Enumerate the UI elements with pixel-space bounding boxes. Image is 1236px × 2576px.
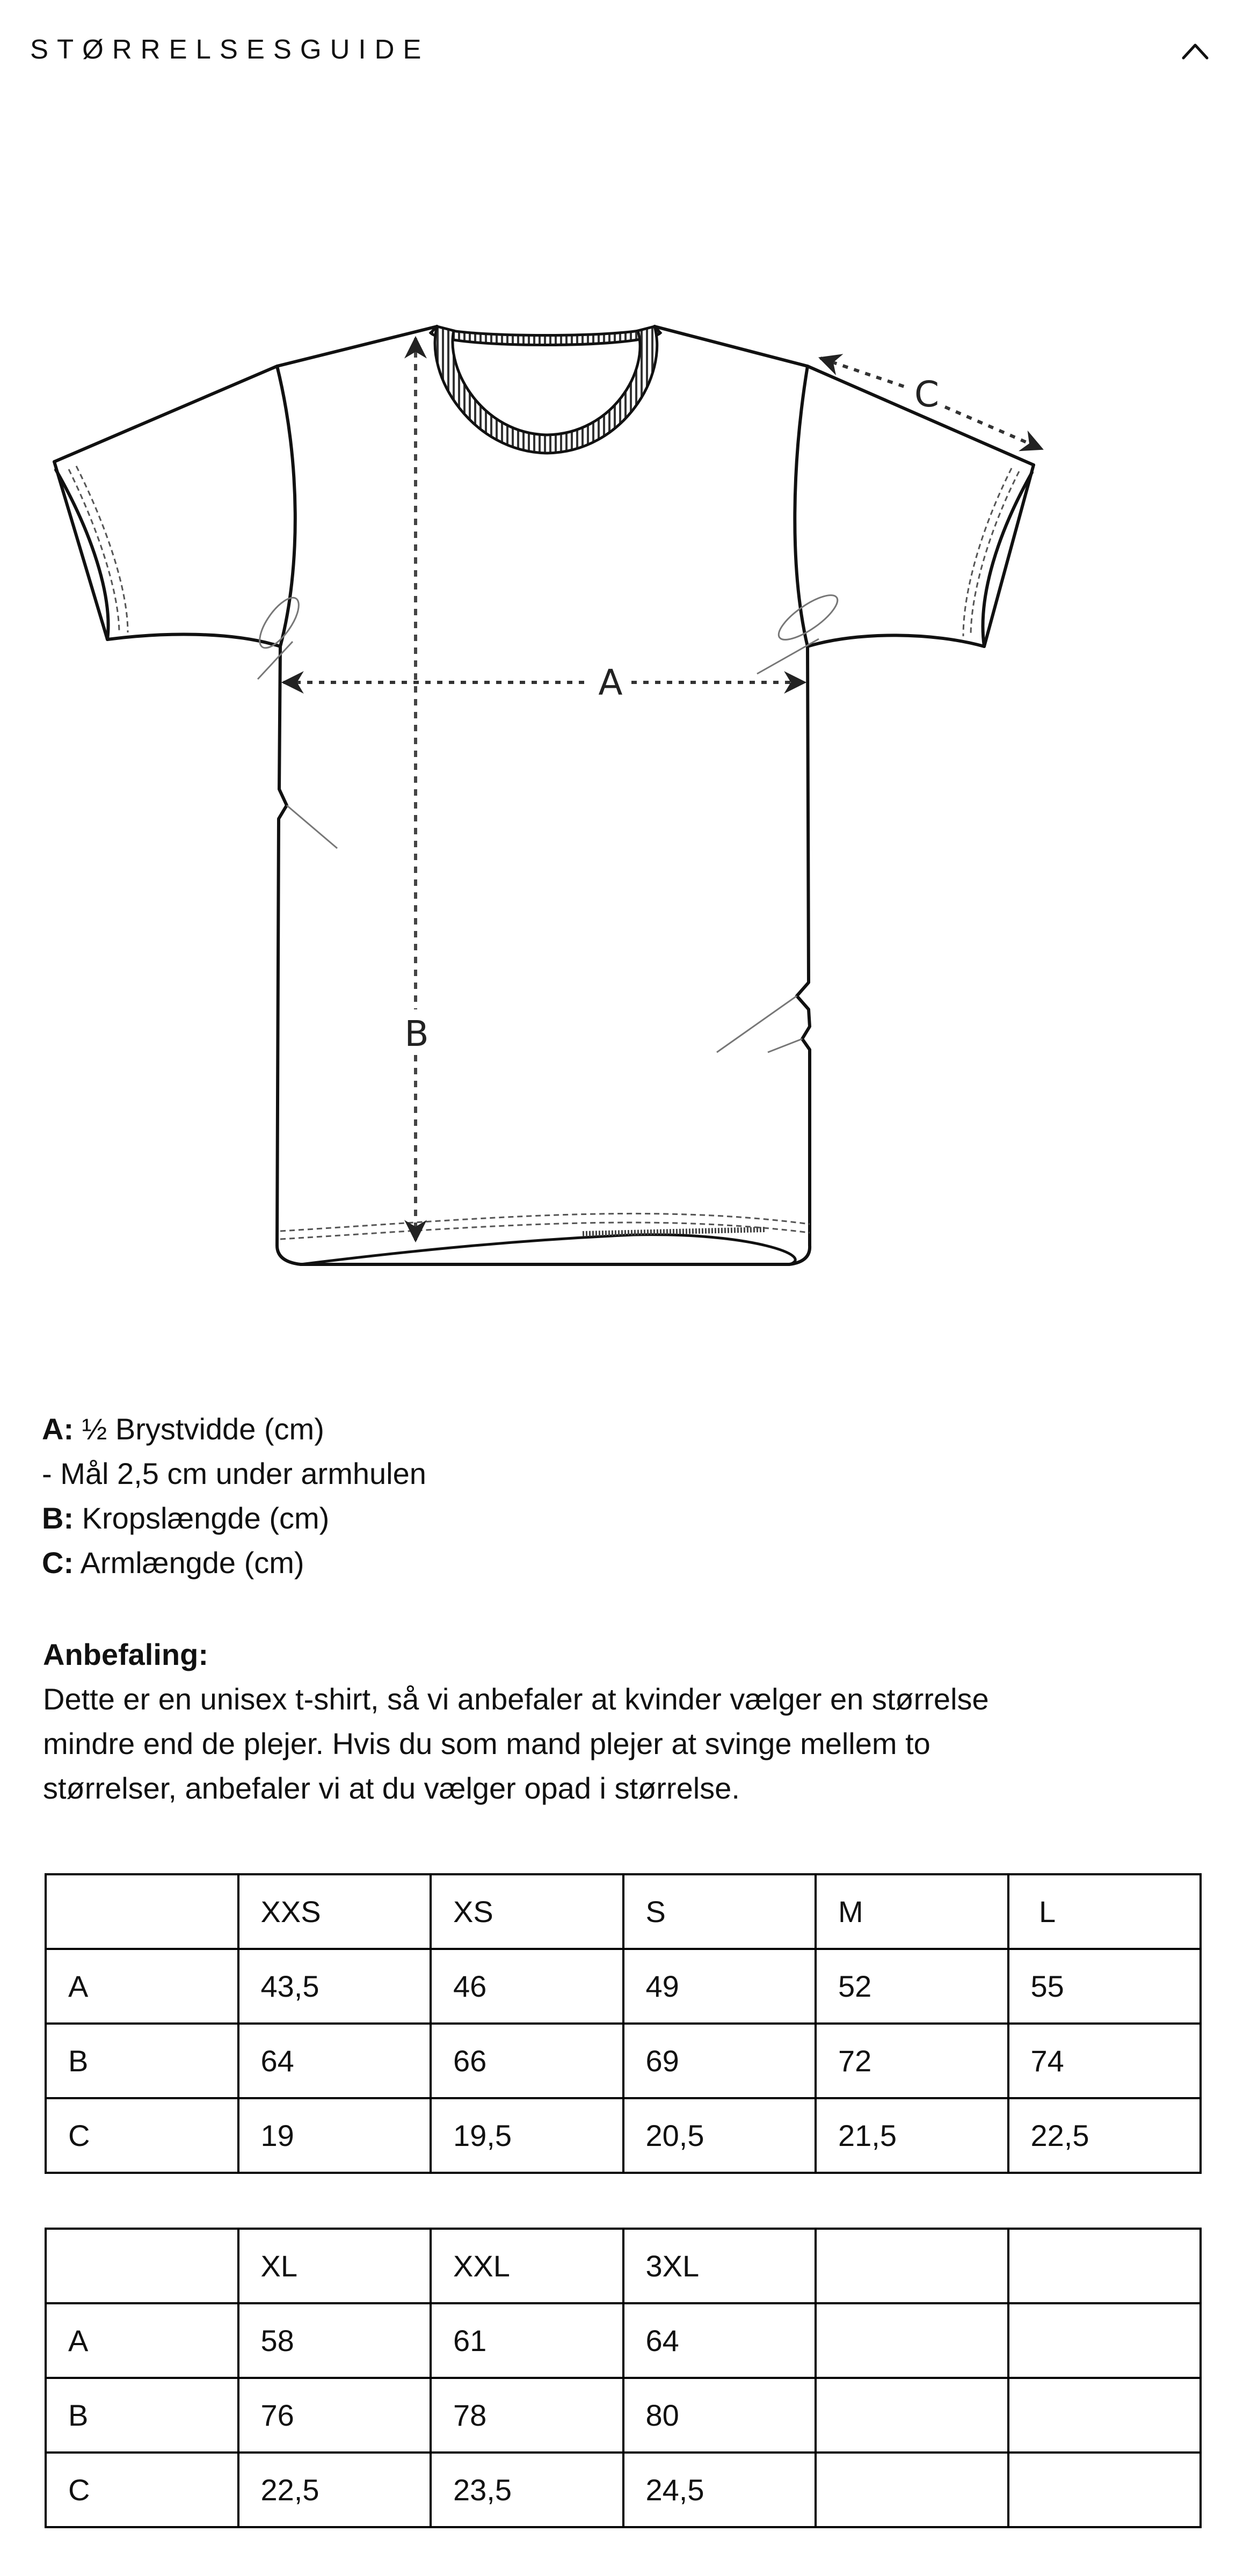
table-header-row bbox=[46, 2229, 1201, 2303]
table-cell: 20,5 bbox=[623, 2098, 816, 2173]
recommendation-line: Dette er en unisex t-shirt, så vi anbefaler at kvinder vælger en størrelse bbox=[43, 1682, 989, 1716]
table-cell: 64 bbox=[623, 2303, 816, 2378]
table-cell: 74 bbox=[1008, 2024, 1201, 2098]
table-cell: 22,5 bbox=[238, 2453, 431, 2527]
fabric-creases bbox=[252, 588, 843, 1052]
table-header-row bbox=[46, 1874, 1201, 1949]
table-cell: 61 bbox=[431, 2303, 623, 2378]
table-row bbox=[46, 2378, 1201, 2453]
table-cell: 46 bbox=[431, 1949, 623, 2024]
table-cell: L bbox=[1008, 1874, 1201, 1949]
table-cell: 69 bbox=[623, 2024, 816, 2098]
measurement-a bbox=[283, 662, 804, 703]
table-cell: XS bbox=[431, 1874, 623, 1949]
table-cell: S bbox=[623, 1874, 816, 1949]
table-cell: XXS bbox=[238, 1874, 431, 1949]
size-table-2 bbox=[45, 2228, 1202, 2528]
measurement-label-c: C bbox=[914, 374, 940, 415]
table-cell bbox=[1008, 2378, 1201, 2453]
table-cell: 55 bbox=[1008, 1949, 1201, 2024]
table-cell: 66 bbox=[431, 2024, 623, 2098]
table-cell: 22,5 bbox=[1008, 2098, 1201, 2173]
recommendation-title: Anbefaling: bbox=[43, 1638, 208, 1671]
legend-item: B: Kropslængde (cm) bbox=[42, 1501, 330, 1535]
table-cell: 43,5 bbox=[238, 1949, 431, 2024]
size-guide-accordion-header[interactable] bbox=[0, 0, 1236, 102]
collar-rib bbox=[431, 326, 660, 453]
legend-item: A: ½ Brystvidde (cm) bbox=[42, 1412, 324, 1446]
size-guide-title: STØRRELSESGUIDE bbox=[30, 34, 430, 64]
table-cell: 21,5 bbox=[816, 2098, 1008, 2173]
table-cell bbox=[1008, 2303, 1201, 2378]
chevron-up-icon[interactable] bbox=[1179, 38, 1211, 62]
measurement-legend bbox=[42, 1407, 426, 1585]
recommendation-line: mindre end de plejer. Hvis du som mand plejer at svinge mellem to bbox=[43, 1727, 930, 1760]
recommendation bbox=[43, 1632, 1197, 1810]
table-cell: 64 bbox=[238, 2024, 431, 2098]
table-cell: XXL bbox=[431, 2229, 623, 2303]
legend-item: - Mål 2,5 cm under armhulen bbox=[42, 1457, 426, 1490]
tshirt-outline bbox=[54, 326, 1034, 1264]
table-cell: A bbox=[46, 1949, 238, 2024]
table-cell bbox=[816, 2453, 1008, 2527]
measurement-c bbox=[820, 358, 1042, 449]
measurement-b bbox=[404, 338, 428, 1240]
table-cell bbox=[816, 2229, 1008, 2303]
table-cell: 23,5 bbox=[431, 2453, 623, 2527]
hem-rib bbox=[583, 1229, 765, 1234]
legend-item: C: Armlængde (cm) bbox=[42, 1546, 304, 1580]
table-cell: XL bbox=[238, 2229, 431, 2303]
table-cell: 78 bbox=[431, 2378, 623, 2453]
table-row bbox=[46, 2453, 1201, 2527]
table-cell: 19,5 bbox=[431, 2098, 623, 2173]
table-cell: 19 bbox=[238, 2098, 431, 2173]
table-cell: C bbox=[46, 2098, 238, 2173]
table-cell: 52 bbox=[816, 1949, 1008, 2024]
table-cell bbox=[46, 2229, 238, 2303]
table-cell: 76 bbox=[238, 2378, 431, 2453]
table-cell bbox=[46, 1874, 238, 1949]
table-cell: 24,5 bbox=[623, 2453, 816, 2527]
table-row bbox=[46, 2303, 1201, 2378]
table-cell: A bbox=[46, 2303, 238, 2378]
measurement-label-a: A bbox=[598, 662, 623, 703]
tshirt-measurement-diagram bbox=[0, 301, 1236, 1299]
table-cell bbox=[1008, 2453, 1201, 2527]
table-row bbox=[46, 1949, 1201, 2024]
measurement-label-b: B bbox=[404, 1013, 429, 1054]
table-row bbox=[46, 2098, 1201, 2173]
table-cell: 58 bbox=[238, 2303, 431, 2378]
table-cell: B bbox=[46, 2378, 238, 2453]
table-cell: 49 bbox=[623, 1949, 816, 2024]
table-cell: 3XL bbox=[623, 2229, 816, 2303]
stitch-lines bbox=[69, 466, 1019, 1239]
table-cell bbox=[1008, 2229, 1201, 2303]
recommendation-line: størrelser, anbefaler vi at du vælger opad i størrelse. bbox=[43, 1771, 740, 1805]
table-cell bbox=[816, 2378, 1008, 2453]
table-cell: C bbox=[46, 2453, 238, 2527]
size-table-1 bbox=[45, 1873, 1202, 2174]
table-cell: 80 bbox=[623, 2378, 816, 2453]
table-row bbox=[46, 2024, 1201, 2098]
table-cell: M bbox=[816, 1874, 1008, 1949]
table-cell: 72 bbox=[816, 2024, 1008, 2098]
table-cell: B bbox=[46, 2024, 238, 2098]
table-cell bbox=[816, 2303, 1008, 2378]
